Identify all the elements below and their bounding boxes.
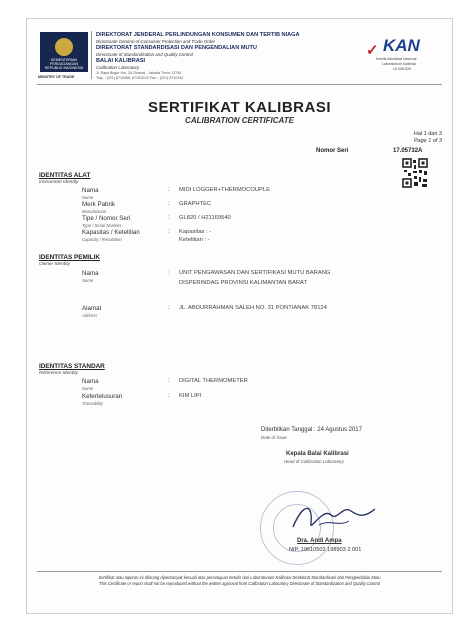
brand-value: GRAPHTEC <box>179 201 212 207</box>
owner-name-label: Nama <box>82 270 99 277</box>
certificate-title: SERTIFIKAT KALIBRASI <box>147 99 332 116</box>
issue-date: Diterbitkan Tanggal : 24 Agustus 2017 <box>261 427 362 433</box>
ministry-logo-text: KEMENTERIAN PERDAGANGAN REPUBLIK INDONESIA <box>44 58 84 70</box>
capacity-label-en: Capacity / Resolution <box>82 237 122 242</box>
footer-line-2: This Certificate or report shall not be reproduced without the written approval from Calibration Laboratory Directorate of Standardization and Quality Control <box>98 581 381 586</box>
owner-heading: IDENTITAS PEMILIK <box>39 254 100 261</box>
kan-line2: Laboratorium Kalibrasi <box>382 62 416 66</box>
colon: : <box>168 229 170 235</box>
certificate-page <box>26 18 453 614</box>
standard-heading-en: Reference Identity <box>39 371 78 376</box>
header-line2: DIREKTORAT STANDARDISASI DAN PENGENDALIAN MUTU <box>96 45 257 51</box>
head-title: Kepala Balai Kalibrasi <box>286 451 349 457</box>
owner-address-label: Alamat <box>82 305 102 312</box>
header-line1-en: Directorate General of Consumer Protection and Trade Order <box>96 39 216 44</box>
brand-label: Merk Pabrik <box>82 201 116 208</box>
instrument-name-label-en: Name <box>82 195 94 200</box>
signer-nip: NIP. 19610502 198903 2 001 <box>289 547 362 553</box>
standard-name-value: DIGITAL THERMOMETER <box>179 378 248 384</box>
brand-label-en: Manufacturer <box>82 209 107 214</box>
owner-name-value-1: UNIT PENGAWASAN DAN SERTIFIKASI MUTU BARANG <box>179 270 331 276</box>
footer-rule <box>37 571 442 572</box>
header-divider <box>91 31 92 79</box>
garuda-emblem-icon <box>55 38 73 56</box>
colon: : <box>168 215 170 221</box>
capacity-label: Kapasitas / Ketelitian <box>82 229 140 236</box>
owner-name-value-2: DISPERINDAG PROVINSI KALIMANTAN BARAT <box>179 280 307 286</box>
colon: : <box>168 270 170 276</box>
standard-name-label: Nama <box>82 378 99 385</box>
header-line2-en: Directorate of Standardization and Quality Control <box>96 52 193 57</box>
standard-name-label-en: Name <box>82 386 94 391</box>
kan-check-icon: ✓ <box>366 42 379 59</box>
header-rule <box>37 84 442 85</box>
resolution-value: Ketelitian : - <box>179 237 210 243</box>
instrument-heading: IDENTITAS ALAT <box>39 172 91 179</box>
head-title-en: Head of Calibration Laboratory <box>284 459 344 464</box>
colon: : <box>168 305 170 311</box>
serial-number: 17.05732A <box>393 148 423 154</box>
kan-logo: KAN <box>383 36 420 55</box>
header-line1: DIREKTORAT JENDERAL PERLINDUNGAN KONSUMEN DAN TERTIB NIAGA <box>96 32 300 38</box>
instrument-name-label: Nama <box>82 187 99 194</box>
kan-line3: LK-008-IDN <box>393 67 411 71</box>
header-line3: BALAI KALIBRASI <box>96 58 146 64</box>
colon: : <box>168 201 170 207</box>
traceability-value: KIM LIPI <box>179 393 202 399</box>
page-indicator-en: Page 1 of 3 <box>413 138 442 144</box>
header-address: Jl. Raya Bogor Km. 26 Ciracas - Jakarta Timur 13740 <box>96 71 182 75</box>
traceability-label-en: Traceability <box>82 401 104 406</box>
standard-heading: IDENTITAS STANDAR <box>39 363 105 370</box>
signature-icon <box>289 497 379 537</box>
instrument-heading-en: Instrument Identity <box>39 180 79 185</box>
header-phone: Telp. : (021) 8710066, 8710321/2 Fax. : (021) 8710781 <box>96 76 184 80</box>
footer-line-1: Sertifikat atau laporan ini dilarang diperbanyak kecuali atas persetujuan tertulis dari Laboratorium Kalibrasi Direktorat Standardisasi dan Pengendalian Mutu <box>98 575 381 580</box>
type-label-en: Type / Serial Number <box>82 223 122 228</box>
header-line3-en: Calibration Laboratory <box>96 65 140 70</box>
page-indicator: Hal 1 dari 3 <box>413 131 442 137</box>
kan-line1: Komite Akreditasi Nasional <box>376 57 417 61</box>
issue-date-en: Date of Issue <box>261 435 287 440</box>
owner-address-label-en: Address <box>82 313 98 318</box>
ministry-name: MINISTRY OF TRADE <box>38 75 75 79</box>
capacity-value: Kapasitas : - <box>179 229 212 235</box>
ministry-logo <box>40 32 88 72</box>
colon: : <box>168 187 170 193</box>
traceability-label: Ketertelusuran <box>82 393 123 400</box>
signer-name: Dra. Andi Ampa <box>297 538 342 544</box>
owner-heading-en: Owner Identity <box>39 262 70 267</box>
type-value: GL820 / H21169540 <box>179 215 231 221</box>
qr-code-icon <box>402 158 428 188</box>
instrument-name-value: MIDI LOGGER+THERMOCOUPLE <box>179 187 270 193</box>
serial-label: Nomor Seri <box>316 148 349 154</box>
owner-address-value: JL. ABDURRAHMAN SALEH NO. 31 PONTIANAK 78124 <box>179 305 327 311</box>
colon: : <box>168 378 170 384</box>
colon: : <box>168 393 170 399</box>
type-label: Tipe / Nomor Seri <box>82 215 131 222</box>
certificate-subtitle: CALIBRATION CERTIFICATE <box>185 116 294 125</box>
owner-name-label-en: Name <box>82 278 94 283</box>
